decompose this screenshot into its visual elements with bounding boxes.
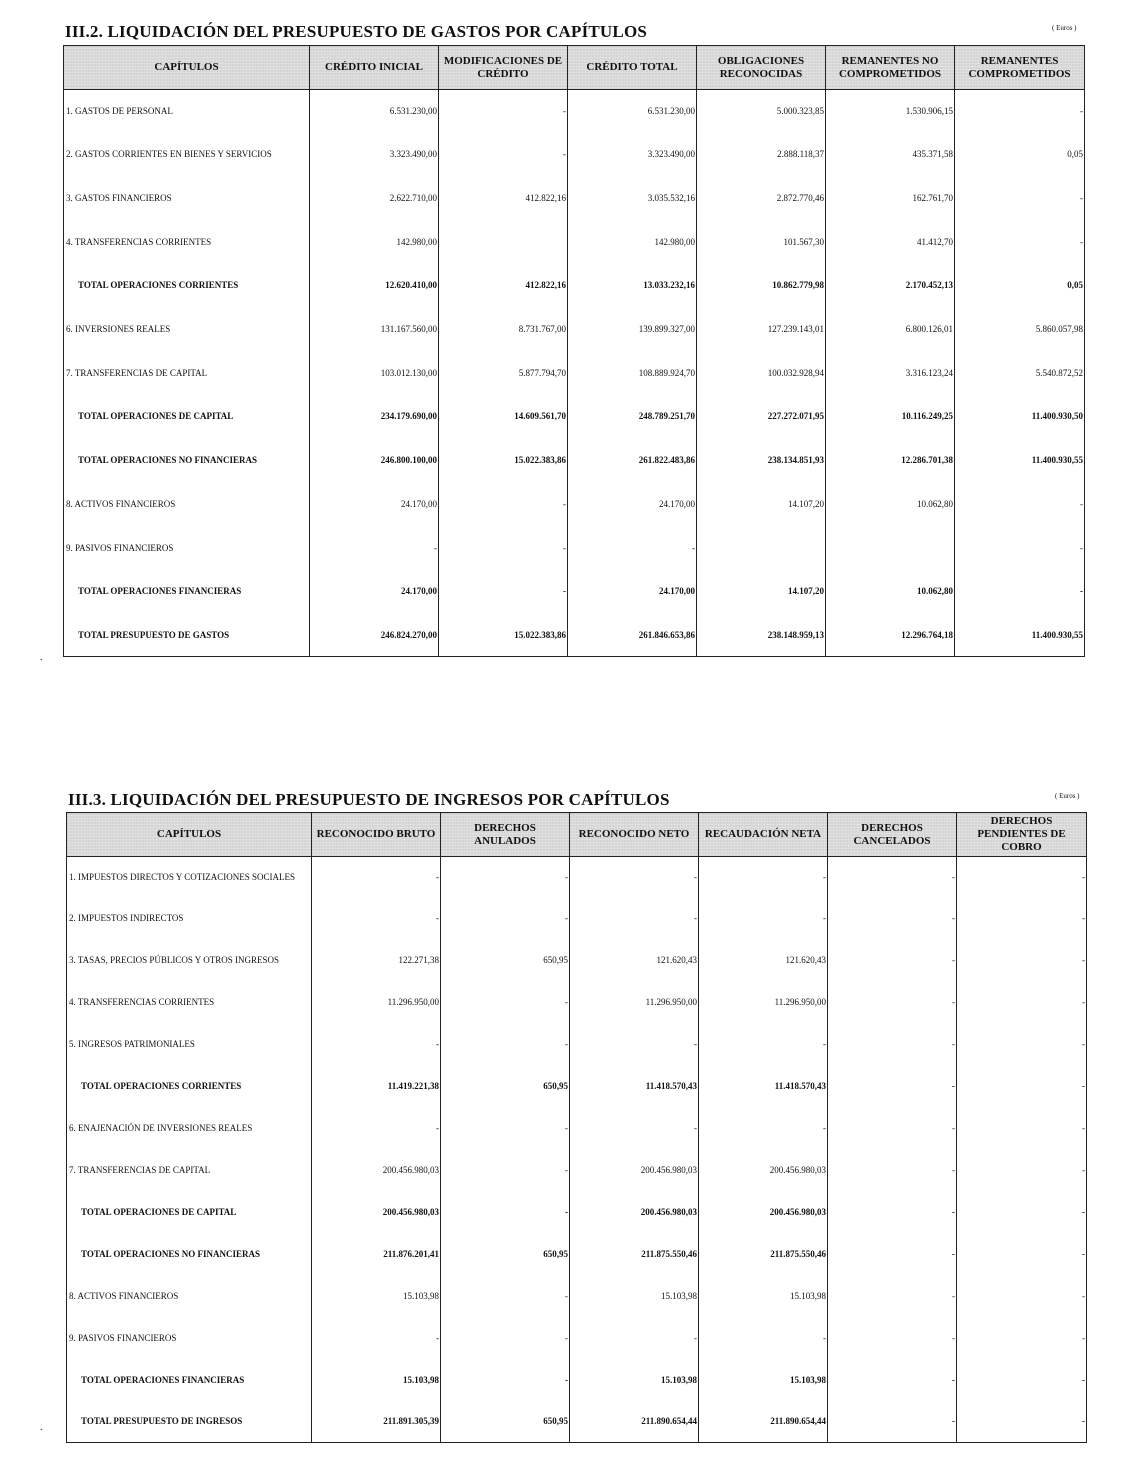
cell-value: 24.170,00	[310, 569, 439, 613]
ingresos-header-row	[67, 813, 1087, 857]
row-label: 4. TRANSFERENCIAS CORRIENTES	[64, 220, 310, 264]
cell-value: -	[957, 1233, 1087, 1275]
cell-value: 650,95	[441, 1233, 570, 1275]
cell-value: 10.862.779,98	[697, 264, 826, 308]
cell-value: 11.296.950,00	[570, 981, 699, 1023]
total-row	[64, 569, 1085, 613]
cell-value: 3.035.532,16	[568, 176, 697, 220]
row-label: 4. TRANSFERENCIAS CORRIENTES	[67, 981, 312, 1023]
cell-value: 15.103,98	[312, 1275, 441, 1317]
header-capitulos: CAPÍTULOS	[64, 46, 310, 90]
table-row	[67, 1275, 1087, 1317]
row-label: TOTAL PRESUPUESTO DE INGRESOS	[67, 1401, 312, 1443]
header-remanentes-no: REMANENTES NO COMPROMETIDOS	[826, 46, 955, 90]
cell-value: -	[957, 1401, 1087, 1443]
cell-value: 5.000.323,85	[697, 90, 826, 133]
row-label: 3. GASTOS FINANCIEROS	[64, 176, 310, 220]
cell-value: 14.107,20	[697, 569, 826, 613]
cell-value: -	[828, 1317, 957, 1359]
cell-value: -	[699, 1317, 828, 1359]
row-label: 1. IMPUESTOS DIRECTOS Y COTIZACIONES SOCIALES	[67, 857, 312, 897]
cell-value: -	[957, 897, 1087, 939]
cell-value: 211.890.654,44	[699, 1401, 828, 1443]
cell-value: 234.179.690,00	[310, 395, 439, 439]
cell-value: -	[439, 90, 568, 133]
cell-value: 15.103,98	[570, 1275, 699, 1317]
gastos-title: III.2. LIQUIDACIÓN DEL PRESUPUESTO DE GASTOS POR CAPÍTULOS	[65, 22, 648, 41]
cell-value: 100.032.928,94	[697, 351, 826, 395]
cell-value: -	[828, 1023, 957, 1065]
cell-value: -	[828, 1149, 957, 1191]
cell-value: 15.103,98	[699, 1275, 828, 1317]
table-row	[64, 176, 1085, 220]
cell-value: 12.286.701,38	[826, 438, 955, 482]
cell-value: -	[570, 857, 699, 897]
ingresos-table	[66, 812, 1087, 1443]
header-derechos-anulados: DERECHOS ANULADOS	[441, 813, 570, 857]
cell-value: -	[439, 133, 568, 177]
table-row	[67, 939, 1087, 981]
cell-value: 139.899.327,00	[568, 307, 697, 351]
cell-value: 211.891.305,39	[312, 1401, 441, 1443]
cell-value	[439, 220, 568, 264]
cell-value: 200.456.980,03	[699, 1191, 828, 1233]
cell-value: 24.170,00	[568, 569, 697, 613]
cell-value: -	[957, 1191, 1087, 1233]
cell-value: 121.620,43	[570, 939, 699, 981]
cell-value	[826, 526, 955, 570]
cell-value: -	[828, 981, 957, 1023]
cell-value: -	[441, 1275, 570, 1317]
row-label: 7. TRANSFERENCIAS DE CAPITAL	[67, 1149, 312, 1191]
cell-value: 200.456.980,03	[699, 1149, 828, 1191]
cell-value: 246.824.270,00	[310, 613, 439, 657]
row-label: TOTAL OPERACIONES CORRIENTES	[64, 264, 310, 308]
cell-value: 211.875.550,46	[570, 1233, 699, 1275]
cell-value: 121.620,43	[699, 939, 828, 981]
table-row	[67, 1023, 1087, 1065]
table-row	[67, 897, 1087, 939]
cell-value: -	[957, 1149, 1087, 1191]
cell-value: 211.890.654,44	[570, 1401, 699, 1443]
cell-value: 14.107,20	[697, 482, 826, 526]
cell-value: -	[828, 1275, 957, 1317]
cell-value: -	[441, 1107, 570, 1149]
cell-value: 15.022.383,86	[439, 438, 568, 482]
cell-value: -	[955, 90, 1085, 133]
row-label: TOTAL OPERACIONES DE CAPITAL	[64, 395, 310, 439]
gastos-body	[64, 90, 1085, 657]
cell-value: 101.567,30	[697, 220, 826, 264]
cell-value: 41.412,70	[826, 220, 955, 264]
table-row	[67, 981, 1087, 1023]
cell-value: -	[570, 1317, 699, 1359]
cell-value: 24.170,00	[568, 482, 697, 526]
cell-value: -	[441, 1023, 570, 1065]
cell-value: 261.822.483,86	[568, 438, 697, 482]
cell-value: 6.531.230,00	[310, 90, 439, 133]
gastos-header-row	[64, 46, 1085, 90]
cell-value: -	[828, 939, 957, 981]
cell-value: 2.170.452,13	[826, 264, 955, 308]
table-row	[64, 90, 1085, 133]
cell-value: 14.609.561,70	[439, 395, 568, 439]
row-label: 6. INVERSIONES REALES	[64, 307, 310, 351]
scan-dot: .	[40, 652, 43, 663]
total-row	[67, 1401, 1087, 1443]
cell-value: 261.846.653,86	[568, 613, 697, 657]
cell-value: -	[957, 1065, 1087, 1107]
scan-dot: .	[40, 1422, 43, 1433]
cell-value: 131.167.560,00	[310, 307, 439, 351]
row-label: TOTAL OPERACIONES FINANCIERAS	[67, 1359, 312, 1401]
gastos-units: ( Euros )	[1052, 24, 1077, 32]
cell-value: 13.033.232,16	[568, 264, 697, 308]
cell-value: -	[312, 1107, 441, 1149]
cell-value: -	[699, 897, 828, 939]
cell-value: 435.371,58	[826, 133, 955, 177]
cell-value: 650,95	[441, 1065, 570, 1107]
row-label: TOTAL OPERACIONES NO FINANCIERAS	[64, 438, 310, 482]
cell-value: 1.530.906,15	[826, 90, 955, 133]
cell-value: -	[828, 1065, 957, 1107]
cell-value: 412.822,16	[439, 264, 568, 308]
cell-value: 10.062,80	[826, 482, 955, 526]
cell-value: -	[957, 857, 1087, 897]
cell-value: 227.272.071,95	[697, 395, 826, 439]
table-row	[64, 526, 1085, 570]
cell-value: 15.103,98	[312, 1359, 441, 1401]
cell-value: 11.400.930,55	[955, 613, 1085, 657]
row-label: TOTAL OPERACIONES DE CAPITAL	[67, 1191, 312, 1233]
cell-value: -	[828, 1401, 957, 1443]
cell-value: -	[955, 526, 1085, 570]
cell-value: 108.889.924,70	[568, 351, 697, 395]
header-recaudacion-neta: RECAUDACIÓN NETA	[699, 813, 828, 857]
cell-value: -	[441, 857, 570, 897]
cell-value: 5.877.794,70	[439, 351, 568, 395]
cell-value: 211.875.550,46	[699, 1233, 828, 1275]
cell-value: -	[957, 1107, 1087, 1149]
cell-value: -	[828, 1233, 957, 1275]
cell-value: 0,05	[955, 264, 1085, 308]
total-row	[64, 613, 1085, 657]
cell-value: 412.822,16	[439, 176, 568, 220]
cell-value: 11.400.930,55	[955, 438, 1085, 482]
cell-value: 200.456.980,03	[312, 1149, 441, 1191]
row-label: 1. GASTOS DE PERSONAL	[64, 90, 310, 133]
cell-value: -	[828, 857, 957, 897]
cell-value: 11.296.950,00	[699, 981, 828, 1023]
cell-value: 200.456.980,03	[570, 1191, 699, 1233]
cell-value: -	[957, 1359, 1087, 1401]
cell-value: 650,95	[441, 1401, 570, 1443]
row-label: 9. PASIVOS FINANCIEROS	[67, 1317, 312, 1359]
cell-value: 122.271,38	[312, 939, 441, 981]
table-row	[67, 857, 1087, 897]
table-row	[67, 1107, 1087, 1149]
table-row	[64, 351, 1085, 395]
total-row	[64, 395, 1085, 439]
cell-value: 5.860.057,98	[955, 307, 1085, 351]
total-row	[67, 1359, 1087, 1401]
cell-value: 15.103,98	[699, 1359, 828, 1401]
cell-value: -	[439, 569, 568, 613]
cell-value: -	[570, 897, 699, 939]
total-row	[64, 438, 1085, 482]
cell-value: -	[312, 897, 441, 939]
cell-value: -	[699, 857, 828, 897]
row-label: 9. PASIVOS FINANCIEROS	[64, 526, 310, 570]
cell-value: -	[828, 1359, 957, 1401]
cell-value: -	[441, 1359, 570, 1401]
cell-value: -	[570, 1107, 699, 1149]
cell-value: -	[439, 526, 568, 570]
cell-value: -	[957, 1275, 1087, 1317]
cell-value: -	[828, 1191, 957, 1233]
row-label: 2. GASTOS CORRIENTES EN BIENES Y SERVICIOS	[64, 133, 310, 177]
cell-value: 142.980,00	[568, 220, 697, 264]
row-label: TOTAL OPERACIONES NO FINANCIERAS	[67, 1233, 312, 1275]
row-label: 2. IMPUESTOS INDIRECTOS	[67, 897, 312, 939]
cell-value: -	[310, 526, 439, 570]
table-row	[67, 1149, 1087, 1191]
header-obligaciones: OBLIGACIONES RECONOCIDAS	[697, 46, 826, 90]
header-derechos-cancelados: DERECHOS CANCELADOS	[828, 813, 957, 857]
cell-value: 162.761,70	[826, 176, 955, 220]
cell-value: 11.419.221,38	[312, 1065, 441, 1107]
cell-value: -	[441, 1191, 570, 1233]
cell-value: 2.888.118,37	[697, 133, 826, 177]
cell-value: -	[568, 526, 697, 570]
cell-value: 211.876.201,41	[312, 1233, 441, 1275]
cell-value: -	[828, 1107, 957, 1149]
cell-value: 11.418.570,43	[570, 1065, 699, 1107]
cell-value: 15.022.383,86	[439, 613, 568, 657]
cell-value: 6.531.230,00	[568, 90, 697, 133]
cell-value: -	[312, 1317, 441, 1359]
row-label: 8. ACTIVOS FINANCIEROS	[64, 482, 310, 526]
cell-value: 11.400.930,50	[955, 395, 1085, 439]
cell-value: 24.170,00	[310, 482, 439, 526]
cell-value: 142.980,00	[310, 220, 439, 264]
cell-value: -	[957, 1317, 1087, 1359]
header-credito-inicial: CRÉDITO INICIAL	[310, 46, 439, 90]
row-label: 3. TASAS, PRECIOS PÚBLICOS Y OTROS INGRESOS	[67, 939, 312, 981]
cell-value: -	[441, 1149, 570, 1191]
table-row	[64, 307, 1085, 351]
cell-value: -	[957, 981, 1087, 1023]
table-row	[67, 1317, 1087, 1359]
gastos-table	[63, 45, 1085, 657]
cell-value: 238.134.851,93	[697, 438, 826, 482]
cell-value: 200.456.980,03	[312, 1191, 441, 1233]
cell-value: -	[570, 1023, 699, 1065]
cell-value: 6.800.126,01	[826, 307, 955, 351]
cell-value: -	[955, 176, 1085, 220]
total-row	[64, 264, 1085, 308]
header-derechos-pendientes: DERECHOS PENDIENTES DE COBRO	[957, 813, 1087, 857]
ingresos-body	[67, 857, 1087, 1443]
ingresos-title: III.3. LIQUIDACIÓN DEL PRESUPUESTO DE INGRESOS POR CAPÍTULOS	[68, 790, 670, 809]
cell-value: 248.789.251,70	[568, 395, 697, 439]
cell-value: 3.316.123,24	[826, 351, 955, 395]
cell-value: -	[828, 897, 957, 939]
cell-value: 8.731.767,00	[439, 307, 568, 351]
cell-value: 5.540.872,52	[955, 351, 1085, 395]
cell-value: 15.103,98	[570, 1359, 699, 1401]
cell-value: 2.872.770,46	[697, 176, 826, 220]
cell-value: 246.800.100,00	[310, 438, 439, 482]
cell-value: 238.148.959,13	[697, 613, 826, 657]
cell-value: -	[439, 482, 568, 526]
cell-value: -	[312, 857, 441, 897]
cell-value: 3.323.490,00	[568, 133, 697, 177]
row-label: 7. TRANSFERENCIAS DE CAPITAL	[64, 351, 310, 395]
cell-value: -	[312, 1023, 441, 1065]
cell-value: 103.012.130,00	[310, 351, 439, 395]
cell-value	[697, 526, 826, 570]
ingresos-units: ( Euros )	[1055, 792, 1080, 800]
cell-value: 3.323.490,00	[310, 133, 439, 177]
header-credito-total: CRÉDITO TOTAL	[568, 46, 697, 90]
cell-value: -	[699, 1107, 828, 1149]
total-row	[67, 1233, 1087, 1275]
table-row	[64, 133, 1085, 177]
cell-value: 12.620.410,00	[310, 264, 439, 308]
cell-value: -	[441, 981, 570, 1023]
cell-value: -	[957, 939, 1087, 981]
cell-value: 11.296.950,00	[312, 981, 441, 1023]
cell-value: 10.116.249,25	[826, 395, 955, 439]
cell-value: -	[955, 569, 1085, 613]
cell-value: -	[957, 1023, 1087, 1065]
header-capitulos: CAPÍTULOS	[67, 813, 312, 857]
cell-value: -	[441, 897, 570, 939]
header-reconocido-bruto: RECONOCIDO BRUTO	[312, 813, 441, 857]
cell-value: 200.456.980,03	[570, 1149, 699, 1191]
total-row	[67, 1065, 1087, 1107]
header-remanentes-comp: REMANENTES COMPROMETIDOS	[955, 46, 1085, 90]
cell-value: -	[955, 482, 1085, 526]
cell-value: 127.239.143,01	[697, 307, 826, 351]
cell-value: 0,05	[955, 133, 1085, 177]
cell-value: 10.062,80	[826, 569, 955, 613]
cell-value: 11.418.570,43	[699, 1065, 828, 1107]
header-modificaciones: MODIFICACIONES DE CRÉDITO	[439, 46, 568, 90]
row-label: TOTAL OPERACIONES CORRIENTES	[67, 1065, 312, 1107]
row-label: 8. ACTIVOS FINANCIEROS	[67, 1275, 312, 1317]
table-row	[64, 482, 1085, 526]
cell-value: -	[441, 1317, 570, 1359]
row-label: 5. INGRESOS PATRIMONIALES	[67, 1023, 312, 1065]
table-row	[64, 220, 1085, 264]
row-label: TOTAL PRESUPUESTO DE GASTOS	[64, 613, 310, 657]
row-label: TOTAL OPERACIONES FINANCIERAS	[64, 569, 310, 613]
cell-value: -	[699, 1023, 828, 1065]
cell-value: 650,95	[441, 939, 570, 981]
cell-value: 2.622.710,00	[310, 176, 439, 220]
cell-value: 12.296.764,18	[826, 613, 955, 657]
cell-value: -	[955, 220, 1085, 264]
header-reconocido-neto: RECONOCIDO NETO	[570, 813, 699, 857]
total-row	[67, 1191, 1087, 1233]
row-label: 6. ENAJENACIÓN DE INVERSIONES REALES	[67, 1107, 312, 1149]
